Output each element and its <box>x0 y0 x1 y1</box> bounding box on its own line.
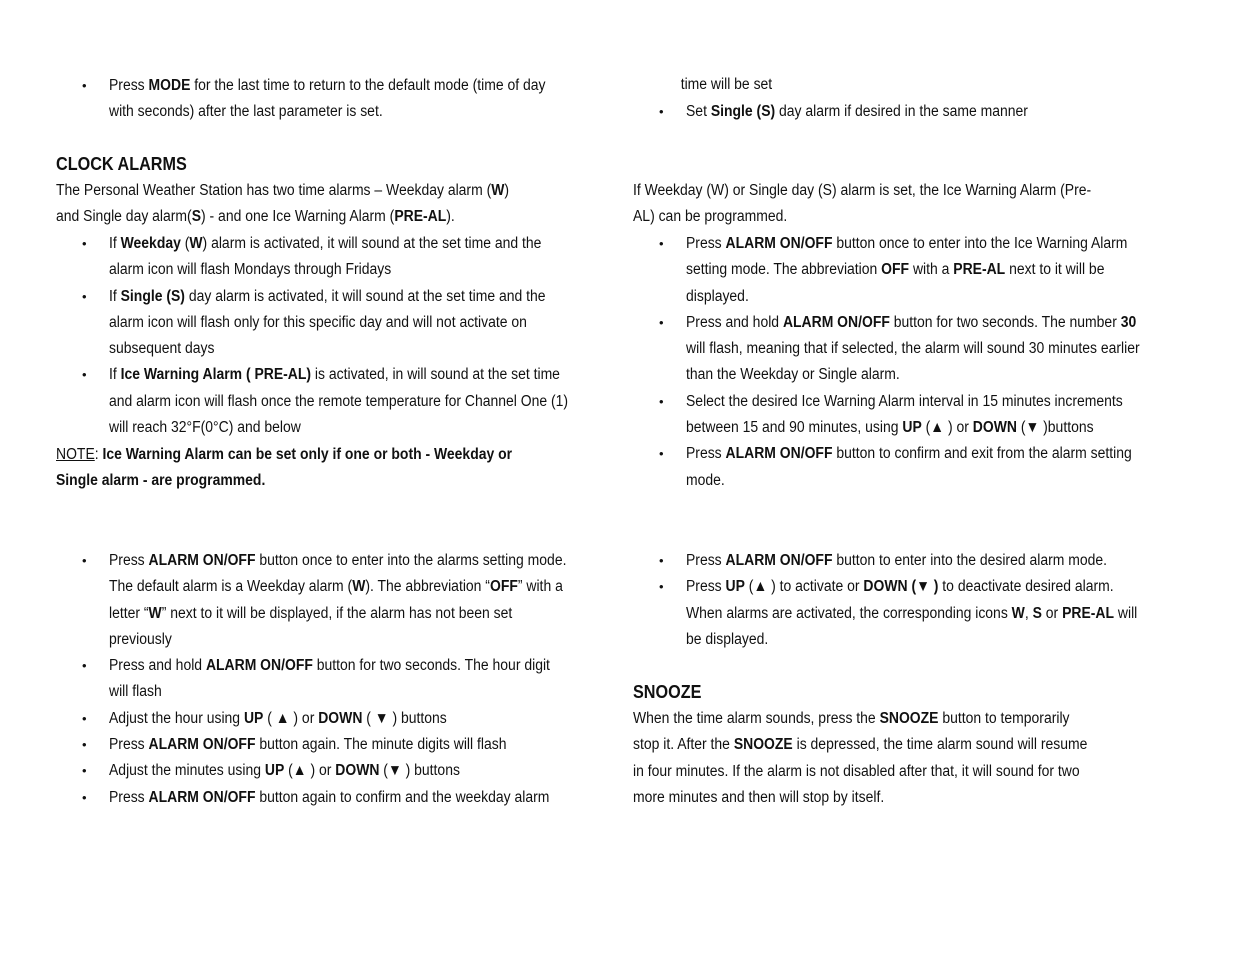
bold-text: ALARM ON/OFF <box>725 445 833 463</box>
bullet-icon: • <box>82 367 87 383</box>
list-item <box>633 441 1148 494</box>
list-item-text: Press ALARM ON/OFF button once to enter into the alarms setting mode. The default alarm is a Weekday alarm (W). The abbreviation “OFF” with a letter “W” next to it will be displayed, if the alarm has not been set previously <box>109 552 567 648</box>
bold-text: PRE-AL <box>394 208 447 226</box>
activate-alarm-list <box>633 548 1148 653</box>
list-item <box>56 548 571 653</box>
bullet-icon: • <box>82 763 87 779</box>
bold-text: OFF <box>489 578 518 596</box>
bold-text: W <box>189 235 203 252</box>
list-item <box>56 706 571 732</box>
list-item-text: Press ALARM ON/OFF button once to enter into the Ice Warning Alarm setting mode. The abbreviation OFF with a PRE-AL next to it will be displayed. <box>686 235 1128 305</box>
list-item-text: If Ice Warning Alarm ( PRE-AL) is activated, in will sound at the set time and alarm icon will flash once the remote temperature for Channel One (1) will reach 32°F(0°C) and below <box>109 366 569 437</box>
list-item <box>56 732 571 758</box>
bold-text: Single (S) <box>710 103 776 120</box>
bold-text: UP <box>725 578 745 596</box>
bullet-icon: • <box>659 553 664 568</box>
list-item-text: Press UP (▲ ) to activate or DOWN (▼ ) to deactivate desired alarm. When alarms are activated, the corresponding icons W, S or PRE-AL will be displayed. <box>686 578 1138 648</box>
bold-text: PRE-AL <box>953 261 1006 279</box>
list-item <box>633 231 1148 310</box>
list-item: • Press MODE for the last time to return to the default mode (time of day with seconds) after the last parameter is set. <box>56 73 571 126</box>
bold-text: DOWN <box>335 762 380 780</box>
continuation-text: time will be set <box>680 76 773 93</box>
bold-text: ALARM ON/OFF <box>205 657 313 675</box>
list-item <box>633 548 1148 574</box>
list-item-text: Press ALARM ON/OFF button again to confirm and the weekday alarm <box>109 788 550 806</box>
underlined-text: NOTE <box>56 446 95 463</box>
bold-text: UP <box>902 419 922 437</box>
bold-text: W <box>491 182 505 199</box>
ice-alarm-intro: If Weekday (W) or Single day (S) alarm is set, the Ice Warning Alarm (Pre-AL) can be programmed. <box>633 182 1092 226</box>
bold-text: ALARM ON/OFF <box>148 736 256 754</box>
alarm-setting-list <box>56 548 571 811</box>
bold-text: UP <box>243 709 264 727</box>
list-item-text: Press ALARM ON/OFF button to enter into the desired alarm mode. <box>686 552 1108 569</box>
bullet-icon: • <box>659 314 664 330</box>
list-item-text: Press ALARM ON/OFF button to confirm and exit from the alarm setting mode. <box>686 445 1132 489</box>
mode-list <box>56 73 571 126</box>
list-item-text: Press and hold ALARM ON/OFF button for two seconds. The hour digit will flash <box>109 657 550 701</box>
bold-text: W <box>148 604 162 622</box>
clock-alarms-heading: CLOCK ALARMS <box>56 154 187 174</box>
bold-text: W <box>352 578 366 596</box>
list-item-text: If Weekday (W) alarm is activated, it will sound at the set time and the alarm icon will flash Mondays through Fridays <box>109 235 542 279</box>
bullet-icon: • <box>82 553 87 568</box>
single-alarm-list <box>633 99 1148 125</box>
bullet-icon: • <box>82 288 87 304</box>
bold-text: ALARM ON/OFF <box>148 788 256 806</box>
bullet-icon: • <box>659 236 664 251</box>
bold-text: Weekday <box>120 235 181 252</box>
list-item-text: If Single (S) day alarm is activated, it will sound at the set time and the alarm icon will flash only for this specific day and will not activate on subsequent days <box>109 287 546 358</box>
list-item <box>56 758 571 784</box>
bullet-icon: • <box>659 579 664 595</box>
bullet-icon: • <box>82 737 87 753</box>
bold-text: Single (S) <box>120 287 185 305</box>
list-item <box>56 231 571 284</box>
bullet-icon: • <box>659 104 664 119</box>
bold-text: Ice Warning Alarm ( PRE-AL) <box>120 366 312 384</box>
bold-text: W <box>1011 604 1025 622</box>
list-item <box>56 653 571 706</box>
list-item-text: Adjust the minutes using UP (▲ ) or DOWN (▼ ) buttons <box>109 762 460 780</box>
bold-text: DOWN <box>972 419 1017 437</box>
list-item-text: Adjust the hour using UP ( ▲ ) or DOWN ( ▼ ) buttons <box>109 709 447 727</box>
bold-text: 30 <box>1120 313 1137 331</box>
bold-text: ALARM ON/OFF <box>725 235 833 252</box>
bold-text: S <box>191 208 202 226</box>
list-item <box>56 785 571 811</box>
snooze-paragraph: When the time alarm sounds, press the SNOOZE button to temporarily stop it. After the SNOOZE is depressed, the time alarm sound will resume in four minutes. If the alarm is not disabled after that, it will sound for two more minutes and then will stop by itself. <box>633 710 1088 806</box>
list-item <box>56 362 571 441</box>
clock-alarms-intro: The Personal Weather Station has two time alarms – Weekday alarm (W) and Single day alarm(S) - and one Ice Warning Alarm (PRE-AL). <box>56 182 510 226</box>
list-item <box>56 284 571 363</box>
list-item <box>633 389 1148 442</box>
bold-text: Ice Warning Alarm can be set only if one or both - Weekday or Single alarm - are programmed. <box>56 446 513 490</box>
bold-text: DOWN (▼ ) <box>863 578 939 596</box>
bold-text: SNOOZE <box>879 710 939 727</box>
bold-text: S <box>1032 604 1042 622</box>
bold-text: MODE <box>148 77 191 94</box>
bold-text: OFF <box>881 261 910 279</box>
bold-text: ALARM ON/OFF <box>148 552 256 569</box>
alarm-types-list <box>56 231 571 441</box>
bold-text: ALARM ON/OFF <box>782 313 890 331</box>
list-item <box>633 310 1148 389</box>
bullet-icon: • <box>82 658 87 674</box>
bold-text: SNOOZE <box>733 736 793 754</box>
list-item <box>633 574 1148 653</box>
bold-text: DOWN <box>318 709 363 727</box>
bold-text: ALARM ON/OFF <box>725 552 833 569</box>
bold-text: UP <box>264 762 285 780</box>
bullet-icon: • <box>82 789 87 805</box>
snooze-heading: SNOOZE <box>633 682 702 702</box>
bullet-icon: • <box>82 710 87 726</box>
bullet-icon: • <box>82 78 87 93</box>
list-item-text: Press and hold ALARM ON/OFF button for two seconds. The number 30 will flash, meaning that if selected, the alarm will sound 30 minutes earlier than the Weekday or Single alarm. <box>686 313 1140 384</box>
ice-alarm-list <box>633 231 1148 494</box>
bold-text: PRE-AL <box>1062 604 1115 622</box>
list-item-text: Press ALARM ON/OFF button again. The minute digits will flash <box>109 736 507 754</box>
bullet-icon: • <box>82 236 87 251</box>
note-paragraph: NOTE: Ice Warning Alarm can be set only if one or both - Weekday or Single alarm - are programmed. <box>56 446 513 490</box>
bullet-icon: • <box>659 446 664 462</box>
bullet-icon: • <box>659 393 664 409</box>
list-item-text: Select the desired Ice Warning Alarm interval in 15 minutes increments between 15 and 90 minutes, using UP (▲ ) or DOWN (▼ )buttons <box>686 392 1123 437</box>
list-item: • Set Single (S) day alarm if desired in the same manner <box>633 99 1148 125</box>
